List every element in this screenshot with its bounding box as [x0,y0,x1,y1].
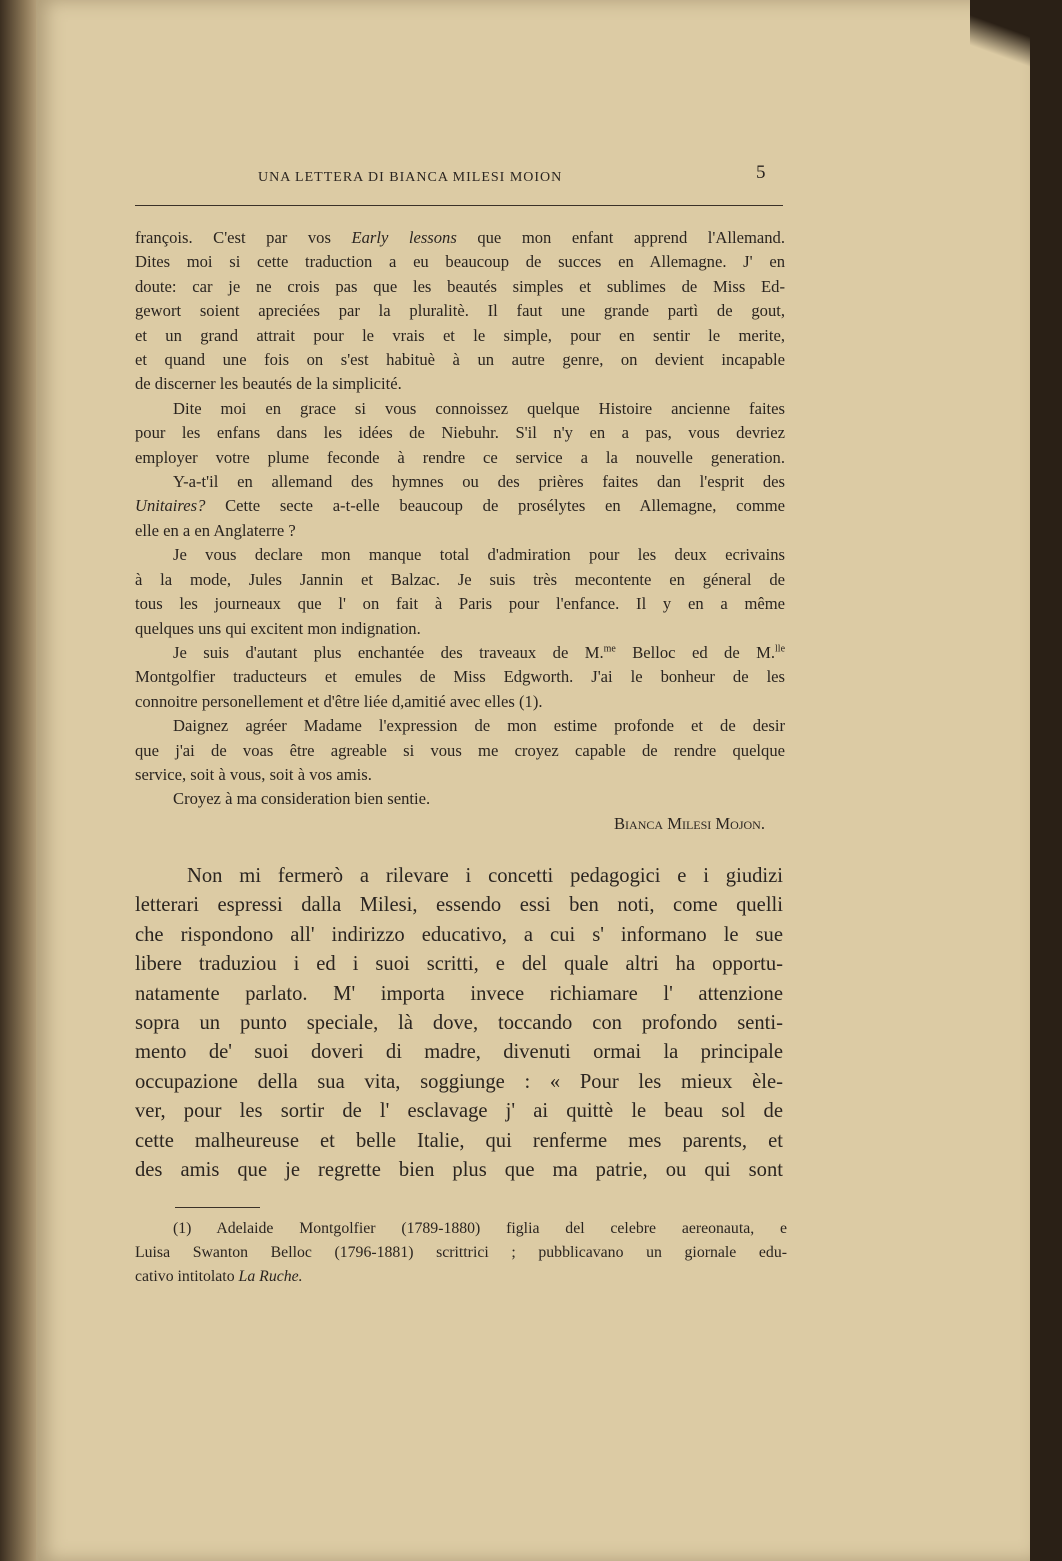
text-segment: Dite moi en grace si vous connoissez quelque Histoire ancienne faites [173,398,785,418]
text-segment: des amis que je regrette bien plus que ma patrie, ou qui sont [135,1159,783,1182]
text-segment: service, soit à vous, soit à vos amis. [135,764,372,784]
text-line [135,519,785,543]
text-line [135,397,785,421]
text-segment: que j'ai de voas être agreable si vous me croyez capable de rendre quelque [135,740,785,760]
text-segment: Daignez agréer Madame l'expression de mon estime profonde et de desir [173,716,785,736]
text-line [135,1127,783,1156]
text-segment: doute: car je ne crois pas que les beautés simples et sublimes de Miss Ed- [135,276,785,296]
text-segment: sopra un punto speciale, là dove, toccando con profondo senti- [135,1012,783,1035]
text-line [135,226,785,250]
text-segment: françois. C'est par vos [135,228,352,247]
text-line [135,1038,783,1067]
text-segment: cette malheureuse et belle Italie, qui renferme mes parents, et [135,1129,783,1152]
text-segment: Belloc ed de M. [615,642,776,662]
text-segment: libere traduziou i ed i suoi scritti, e del quale altri ha opportu- [135,953,783,976]
page-corner [970,0,1030,100]
text-line [135,494,785,518]
text-line [135,446,785,470]
text-segment: Montgolfier traducteurs et emules de Miss Edgworth. J'ai le bonheur de les [135,667,785,687]
text-line [135,1009,783,1038]
text-line [135,1217,787,1241]
text-segment: mento de' suoi doveri di madre, divenuti ormai la principale [135,1041,783,1064]
text-segment: letterari espressi dalla Milesi, essendo essi ben noti, come quelli [135,894,783,917]
text-line [135,568,785,592]
adjacent-page-edge [0,0,40,1561]
text-segment: Non mi fermerò a rilevare i concetti pedagogici e i giudizi [187,865,783,887]
text-line [135,862,783,891]
text-line [135,763,785,787]
text-segment: et quand une fois on s'est habituè à un autre genre, on devient incapable [135,350,785,370]
text-segment: me [603,643,616,655]
text-segment: elle en a en Anglaterre ? [135,520,296,540]
text-line [135,617,785,641]
text-segment: connoitre personellement et d'être liée d,amitié avec elles (1). [135,691,543,711]
text-line [135,348,785,372]
text-line [135,665,785,689]
text-line [135,714,785,738]
text-segment: Dites moi si cette traduction a eu beaucoup de succes en Allemagne. J' en [135,252,785,272]
text-line [135,470,785,494]
text-line [135,250,785,274]
text-line [135,592,785,616]
text-segment: de discerner les beautés de la simplicité. [135,374,402,394]
text-segment: que mon enfant apprend l'Allemand. [456,228,785,247]
text-segment: Je suis d'autant plus enchantée des traveaux de M. [173,642,604,662]
running-title: UNA LETTERA DI BIANCA MILESI MOION [258,170,563,185]
text-line [135,275,785,299]
text-segment: lle [775,643,785,655]
text-line [135,1068,783,1097]
text-segment: Early lessons [351,228,457,247]
text-segment: Croyez à ma consideration bien sentie. [173,789,431,809]
text-segment: ver, pour les sortir de l' esclavage j' ai quittè le beau sol de [135,1100,783,1123]
text-segment: Cette secte a-t-elle beaucoup de prosélytes en Allemagne, comme [205,496,785,516]
text-segment: employer votre plume feconde à rendre ce service a la nouvelle generation. [135,447,785,467]
text-line [135,1097,783,1126]
text-segment: La Ruche. [238,1268,303,1285]
text-line [135,543,785,567]
text-line [135,787,785,811]
footnote [135,1217,787,1289]
text-line [135,1156,783,1185]
text-segment: che rispondono all' indirizzo educativo, a cui s' informano le sue [135,923,783,946]
text-line [135,739,785,763]
text-segment: natamente parlato. M' importa invece richiamare l' attenzione [135,982,783,1005]
italian-paragraph [135,862,783,1185]
french-letter [135,226,785,836]
text-segment: pour les enfans dans les idées de Niebuhr. S'il n'y en a pas, vous devriez [135,423,785,443]
header-rule [135,205,783,206]
text-segment: quelques uns qui excitent mon indignation. [135,618,421,638]
text-segment: à la mode, Jules Jannin et Balzac. Je suis très mecontente en géneral de [135,569,785,589]
text-segment: tous les journeaux que l' on fait à Paris pour l'enfance. Il y en a même [135,594,785,614]
text-line [135,891,783,920]
text-line [135,1265,787,1289]
text-segment: Y-a-t'il en allemand des hymnes ou des prières faites dan l'esprit des [173,472,785,492]
text-segment: Je vous declare mon manque total d'admiration pour les deux ecrivains [173,545,785,565]
text-segment: gewort soient apreciées par la pluralitè. Il faut une grande partì de gout, [135,301,785,321]
text-line [135,950,783,979]
text-segment: et un grand attrait pour le vrais et le simple, pour en sentir le merite, [135,325,785,345]
text-line [135,641,785,665]
text-segment: (1) Adelaide Montgolfier (1789-1880) figlia del celebre aereonauta, e [173,1220,787,1237]
text-line [135,980,783,1009]
text-line [135,324,785,348]
page-number: 5 [756,162,766,183]
footnote-rule [175,1207,260,1208]
text-segment: occupazione della sua vita, soggiunge : « Pour les mieux èle- [135,1070,783,1093]
text-line [135,921,783,950]
text-line [135,372,785,396]
text-line [135,299,785,323]
text-line [135,1241,787,1265]
text-line [135,421,785,445]
text-line [135,690,785,714]
text-segment: cativo intitolato [135,1268,239,1285]
text-segment: Unitaires? [135,496,206,516]
signature: Bianca Milesi Mojon. [613,813,765,833]
text-segment: Luisa Swanton Belloc (1796-1881) scrittrici ; pubblicavano un giornale edu- [135,1244,787,1261]
